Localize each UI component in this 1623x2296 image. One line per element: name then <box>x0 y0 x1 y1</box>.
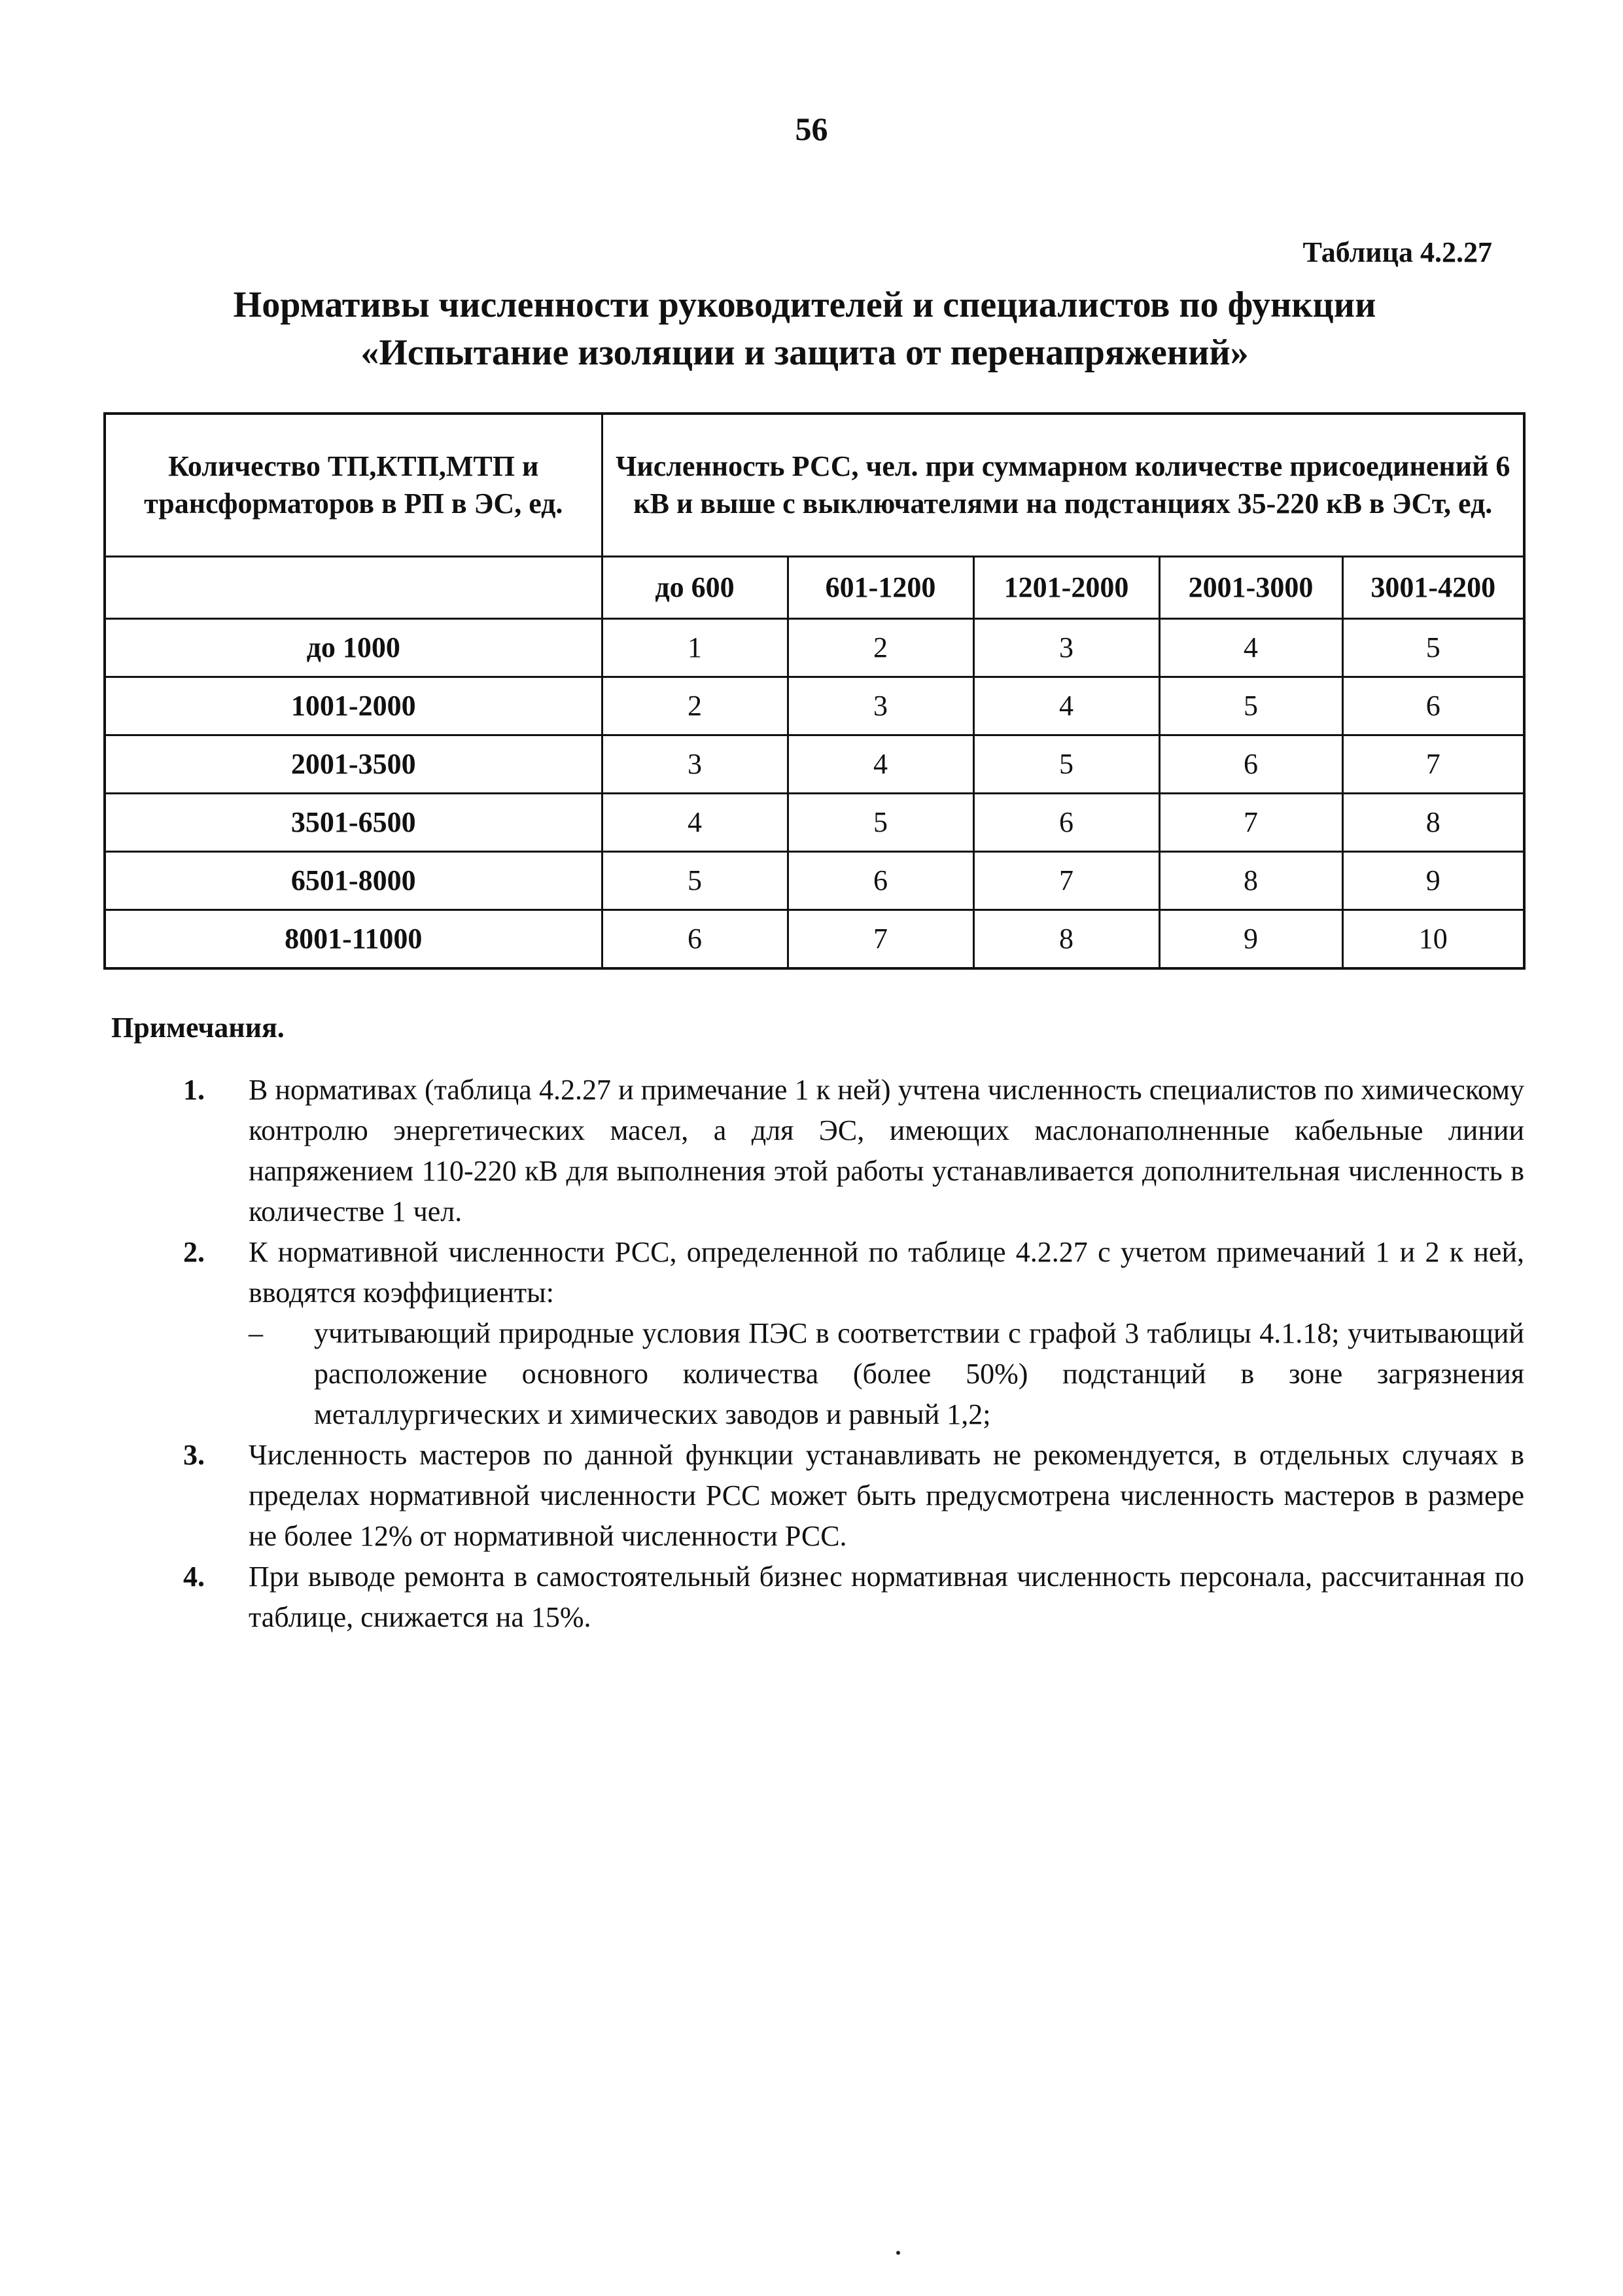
table-cell: 7 <box>1342 735 1524 793</box>
note-text: К нормативной численности РСС, определенной по таблице 4.2.27 с учетом примечаний 1 и 2 к ней, вводятся коэффициенты: <box>249 1236 1524 1309</box>
note-number: 4. <box>183 1561 205 1593</box>
table-cell: 5 <box>1342 618 1524 677</box>
header-right: Численность РСС, чел. при суммарном количестве присоединений 6 кВ и выше с выключателями на подстанциях 35-220 кВ в ЭСт, ед. <box>602 414 1524 556</box>
note-item <box>183 1557 1524 1638</box>
table-cell: 8 <box>973 910 1159 968</box>
note-item <box>183 1435 1524 1557</box>
row-label: 2001-3500 <box>105 735 602 793</box>
note-item <box>183 1070 1524 1232</box>
header-left: Количество ТП,КТП,МТП и трансформаторов в РП в ЭС, ед. <box>105 414 602 556</box>
table-cell: 6 <box>788 851 973 910</box>
column-header: 3001-4200 <box>1342 556 1524 618</box>
table-cell: 5 <box>1159 677 1342 735</box>
note-text: При выводе ремонта в самостоятельный бизнес нормативная численность персонала, рассчитанная по таблице, снижается на 15%. <box>249 1561 1524 1633</box>
column-header: 601-1200 <box>788 556 973 618</box>
table-cell: 10 <box>1342 910 1524 968</box>
table-cell: 6 <box>973 793 1159 851</box>
scan-speck <box>896 2251 900 2255</box>
table-cell: 5 <box>602 851 788 910</box>
table-cell: 9 <box>1342 851 1524 910</box>
table-cell: 6 <box>602 910 788 968</box>
table-cell: 6 <box>1342 677 1524 735</box>
note-text: Численность мастеров по данной функции устанавливать не рекомендуется, в отдельных случаях в пределах нормативной численности РСС может быть предусмотрена численность мастеров в размере не более 12% от нормативной численности РСС. <box>249 1439 1524 1552</box>
table-cell: 5 <box>788 793 973 851</box>
notes-heading: Примечания. <box>111 1012 285 1044</box>
table-cell: 4 <box>1159 618 1342 677</box>
table-cell: 4 <box>788 735 973 793</box>
row-label: 8001-11000 <box>105 910 602 968</box>
column-header: 1201-2000 <box>973 556 1159 618</box>
table-row <box>105 851 1524 910</box>
table-row <box>105 677 1524 735</box>
table-cell: 5 <box>973 735 1159 793</box>
table-cell: 8 <box>1342 793 1524 851</box>
dash-bullet: – <box>249 1317 263 1349</box>
norms-table <box>103 412 1526 970</box>
table-cell: 9 <box>1159 910 1342 968</box>
table-cell: 4 <box>973 677 1159 735</box>
notes-list <box>183 1070 1524 1638</box>
page-number: 56 <box>795 111 828 147</box>
row-label: до 1000 <box>105 618 602 677</box>
subheader-empty <box>105 556 602 618</box>
table-cell: 7 <box>1159 793 1342 851</box>
table-cell: 2 <box>602 677 788 735</box>
note-item <box>183 1232 1524 1313</box>
table-row <box>105 793 1524 851</box>
table-cell: 3 <box>788 677 973 735</box>
note-subitem <box>249 1313 1524 1435</box>
table-cell: 7 <box>973 851 1159 910</box>
note-number: 1. <box>183 1074 205 1106</box>
table-cell: 1 <box>602 618 788 677</box>
table-title <box>98 281 1511 377</box>
note-text: В нормативах (таблица 4.2.27 и примечание 1 к ней) учтена численность специалистов по химическому контролю энергетических масел, а для ЭС, имеющих маслонаполненные кабельные линии напряжением 110-220 кВ для выполнения этой работы устанавливается дополнительная численность в количестве 1 чел. <box>249 1074 1524 1227</box>
table-cell: 2 <box>788 618 973 677</box>
table-cell: 8 <box>1159 851 1342 910</box>
row-label: 1001-2000 <box>105 677 602 735</box>
table-cell: 4 <box>602 793 788 851</box>
column-header: до 600 <box>602 556 788 618</box>
table-row <box>105 910 1524 968</box>
subitem-text: учитывающий природные условия ПЭС в соответствии с графой 3 таблицы 4.1.18; учитывающий расположение основного количества (более 50%) подстанций в зоне загрязнения металлургических и химических заводов и равный 1,2; <box>314 1317 1524 1430</box>
table-cell: 3 <box>973 618 1159 677</box>
column-header: 2001-3000 <box>1159 556 1342 618</box>
note-number: 3. <box>183 1439 205 1471</box>
row-label: 6501-8000 <box>105 851 602 910</box>
table-title-line-2: «Испытание изоляции и защита от перенапряжений» <box>360 332 1249 373</box>
row-label: 3501-6500 <box>105 793 602 851</box>
table-cell: 3 <box>602 735 788 793</box>
table-title-line-1: Нормативы численности руководителей и специалистов по функции <box>233 285 1376 325</box>
note-number: 2. <box>183 1236 205 1268</box>
table-row <box>105 735 1524 793</box>
table-cell: 6 <box>1159 735 1342 793</box>
table-caption: Таблица 4.2.27 <box>1302 236 1492 268</box>
table-cell: 7 <box>788 910 973 968</box>
table-row <box>105 618 1524 677</box>
